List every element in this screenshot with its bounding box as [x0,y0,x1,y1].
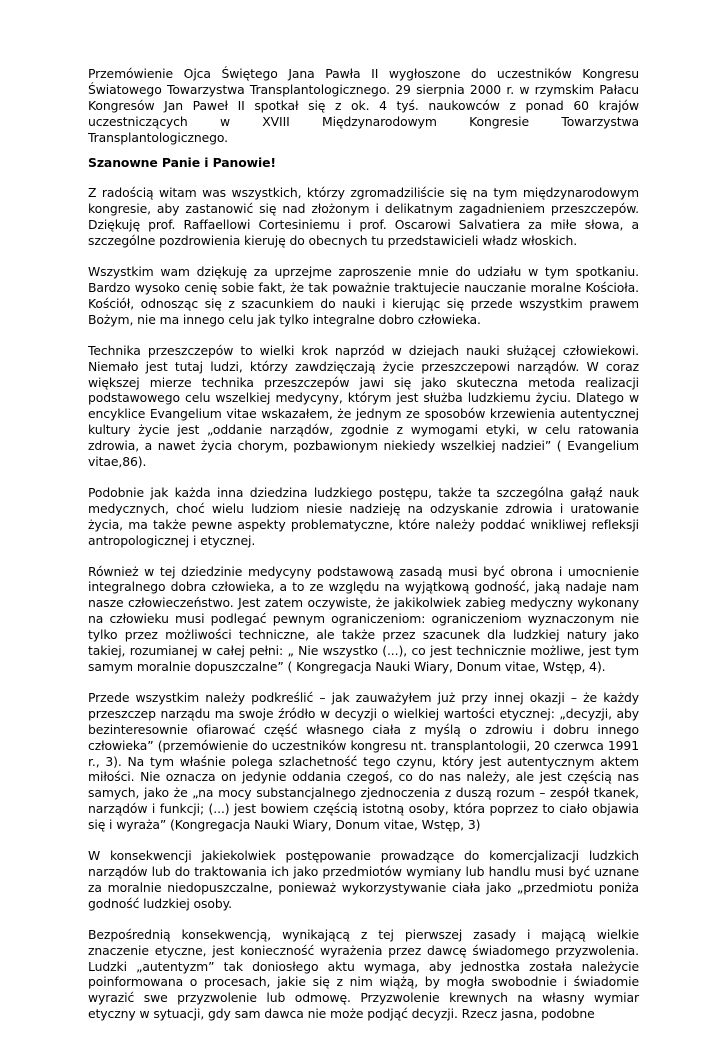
body-paragraph: Podobnie jak każda inna dziedzina ludzkiego postępu, także ta szczególna gałąź nauk medycznych, choć wielu ludziom niesie nadzieję na odzyskanie zdrowia i uratowanie życia, ma także pewne aspekty problematyczne, które należy poddać wnikliwej refleksji antropologicznej i etycznej. [88,484,639,548]
intro-paragraph: Przemówienie Ojca Świętego Jana Pawła II wygłoszone do uczestników Kongresu Światowego Towarzystwa Transplantologicznego. 29 sierpnia 2000 r. w rzymskim Pałacu Kongresów Jan Paweł II spotkał się z ok. 4 tyś. naukowców z ponad 60 krajów uczestniczących w XVIII Międzynarodowym Kongresie Towarzystwa Transplantologicznego. [88,66,639,145]
greeting-heading: Szanowne Panie i Panowie! [88,154,276,170]
body-paragraph: Technika przeszczepów to wielki krok naprzód w dziejach nauki służącej człowiekowi. Niemało jest tutaj ludzi, którzy zawdzięczają życie przeszczepowi narządów. W coraz większej mierze technika przeszczepów jawi się jako skuteczna metoda realizacji podstawowego celu wszelkiej medycyny, którym jest służba ludzkiemu życiu. Dlatego w encyklice Evangelium vitae wskazałem, że jednym ze sposobów krzewienia autentycznej kultury życie jest „oddanie narządów, zgodnie z wymogami etyki, w celu ratowania zdrowia, a nawet życia chorym, pozbawionym niekiedy wszelkiej nadziei” ( Evangelium vitae,86). [88,342,639,470]
body-paragraph: Bezpośrednią konsekwencją, wynikającą z tej pierwszej zasady i mającą wielkie znaczenie etyczne, jest konieczność wyrażenia przez dawcę świadomego przyzwolenia. Ludzki „autentyzm” tak doniosłego aktu wymaga, aby jednostka została należycie poinformowana o procesach, jakie się z nim wiążą, by mogła swobodnie i świadomie wyrazić swe przyzwolenie lub odmowę. Przyzwolenie krewnych na własny wymiar etyczny w sytuacji, gdy sam dawca nie może podjąć decyzji. Rzecz jasna, podobne [88,926,639,1022]
body-paragraph: W konsekwencji jakiekolwiek postępowanie prowadzące do komercjalizacji ludzkich narządów lub do traktowania ich jako przedmiotów wymiany lub handlu musi być uznane za moralnie niedopuszczalne, ponieważ wykorzystywanie ciała jako „przedmiotu poniża godność ludzkiej osoby. [88,848,639,911]
body-paragraph: Z radością witam was wszystkich, którzy zgromadziliście się na tym międzynarodowym kongresie, aby zastanowić się nad złożonym i delikatnym zagadnieniem przeszczepów. Dziękuję prof. Raffaellowi Cortesiniemu i prof. Oscarowi Salvatiera za miłe słowa, a szczególne pozdrowienia kieruję do obecnych tu przedstawicieli władz włoskich. [88,185,639,249]
body-paragraph: Wszystkim wam dziękuję za uprzejme zaproszenie mnie do udziału w tym spotkaniu. Bardzo wysoko cenię sobie fakt, że tak poważnie traktujecie nauczanie moralne Kościoła. Kościół, odnosząc się z szacunkiem do nauki i kierując się przede wszystkim prawem Bożym, nie ma innego celu jak tylko integralne dobro człowieka. [88,264,639,327]
document-page [88,66,639,1037]
body-paragraph: Również w tej dziedzinie medycyny podstawową zasadą musi być obrona i umocnienie integralnego dobra człowieka, a to ze względu na wyjątkową godność, jaką nadaje nam nasze człowieczeństwo. Jest zatem oczywiste, że jakikolwiek zabieg medyczny wykonany na człowieku musi podlegać pewnym ograniczeniom: ograniczeniom wyznaczonym nie tylko przez możliwości techniczne, ale także przez szacunek dla ludzkiej natury jako takiej, rozumianej w całej pełni: „ Nie wszystko (...), co jest technicznie możliwe, jest tym samym moralnie dopuszczalne” ( Kongregacja Nauki Wiary, Donum vitae, Wstęp, 4). [88,563,639,674]
body-paragraph: Przede wszystkim należy podkreślić – jak zauważyłem już przy innej okazji – że każdy przeszczep narządu ma swoje źródło w decyzji o wielkiej wartości etycznej: „decyzji, aby bezinteresownie ofiarować część własnego ciała z myślą o zdrowiu i dobru innego człowieka” (przemówienie do uczestników kongresu nt. transplantologii, 20 czerwca 1991 r., 3). Na tym właśnie polega szlachetność tego czynu, który jest autentycznym aktem miłości. Nie oznacza on jedynie oddania czegoś, co do nas należy, ale jest częścią nas samych, jako że „na mocy substancjalnego zjednoczenia z duszą rozum – zespół tkanek, narządów i funkcji; (...) jest bowiem częścią istotną osoby, która poprzez to ciało objawia się i wyraża” (Kongregacja Nauki Wiary, Donum vitae, Wstęp, 3) [88,689,639,833]
